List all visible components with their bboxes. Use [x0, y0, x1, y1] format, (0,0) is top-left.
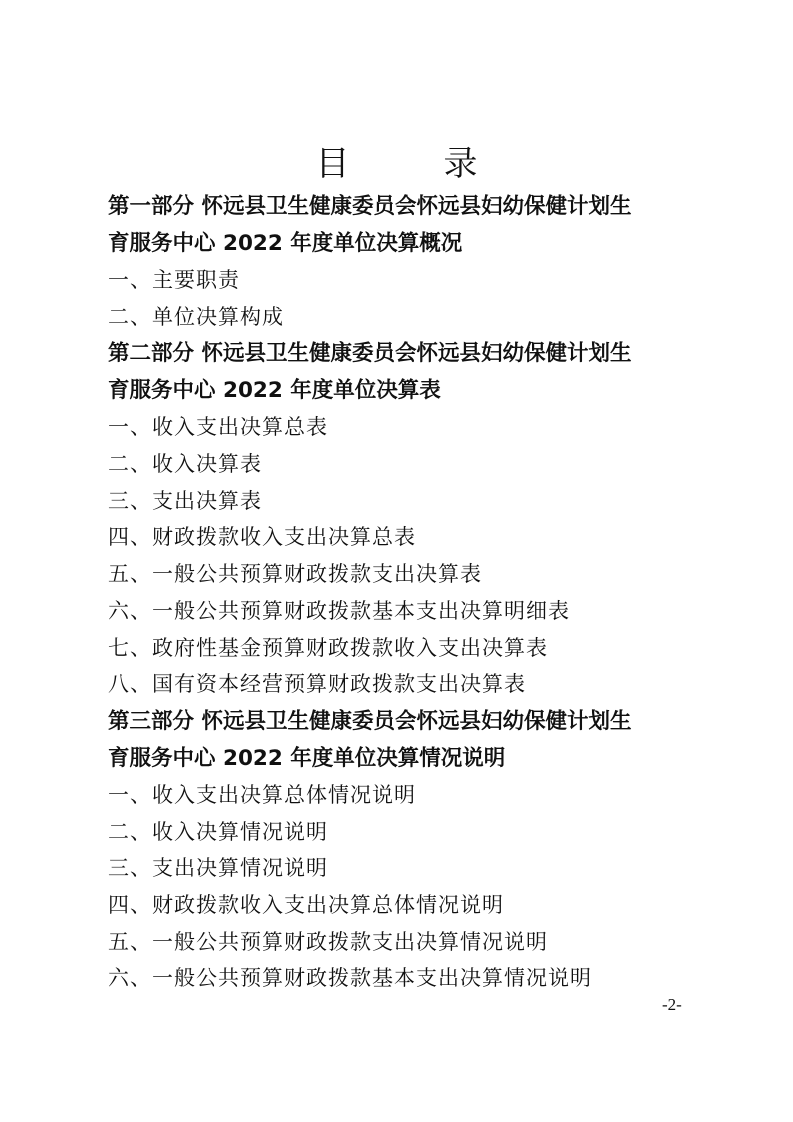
toc-item[interactable]: 一、收入支出决算总表	[108, 415, 328, 440]
part-3-heading-line2[interactable]: 育服务中心 2022 年度单位决算情况说明	[108, 745, 506, 771]
toc-item[interactable]: 五、一般公共预算财政拨款支出决算情况说明	[108, 929, 548, 954]
toc-item[interactable]: 二、收入决算表	[108, 452, 262, 477]
part-1-heading-line1[interactable]: 第一部分 怀远县卫生健康委员会怀远县妇幼保健计划生	[108, 194, 632, 219]
toc-item[interactable]: 四、财政拨款收入支出决算总表	[108, 525, 416, 550]
toc-item[interactable]: 七、政府性基金预算财政拨款收入支出决算表	[108, 635, 548, 660]
page-number: -2-	[662, 995, 682, 1014]
toc-item[interactable]: 二、单位决算构成	[108, 304, 284, 329]
toc-item[interactable]: 六、一般公共预算财政拨款基本支出决算情况说明	[108, 966, 592, 991]
toc-item[interactable]: 三、支出决算表	[108, 488, 262, 513]
toc-item[interactable]: 六、一般公共预算财政拨款基本支出决算明细表	[108, 598, 570, 623]
toc-item[interactable]: 三、支出决算情况说明	[108, 856, 328, 881]
page-title: 目 录	[315, 144, 508, 184]
toc-item[interactable]: 四、财政拨款收入支出决算总体情况说明	[108, 892, 504, 917]
toc-item[interactable]: 八、国有资本经营预算财政拨款支出决算表	[108, 672, 526, 697]
part-2-heading-line2[interactable]: 育服务中心 2022 年度单位决算表	[108, 378, 441, 404]
part-2-heading-line1[interactable]: 第二部分 怀远县卫生健康委员会怀远县妇幼保健计划生	[108, 341, 632, 367]
part-1-heading-line2[interactable]: 育服务中心 2022 年度单位决算概况	[108, 231, 463, 256]
toc-item[interactable]: 二、收入决算情况说明	[108, 819, 328, 844]
toc-item[interactable]: 五、一般公共预算财政拨款支出决算表	[108, 562, 482, 587]
part-3-heading-line1[interactable]: 第三部分 怀远县卫生健康委员会怀远县妇幼保健计划生	[108, 708, 632, 734]
toc-item[interactable]: 一、主要职责	[108, 268, 240, 292]
toc-item[interactable]: 一、收入支出决算总体情况说明	[108, 782, 416, 807]
table-of-contents	[108, 188, 708, 997]
